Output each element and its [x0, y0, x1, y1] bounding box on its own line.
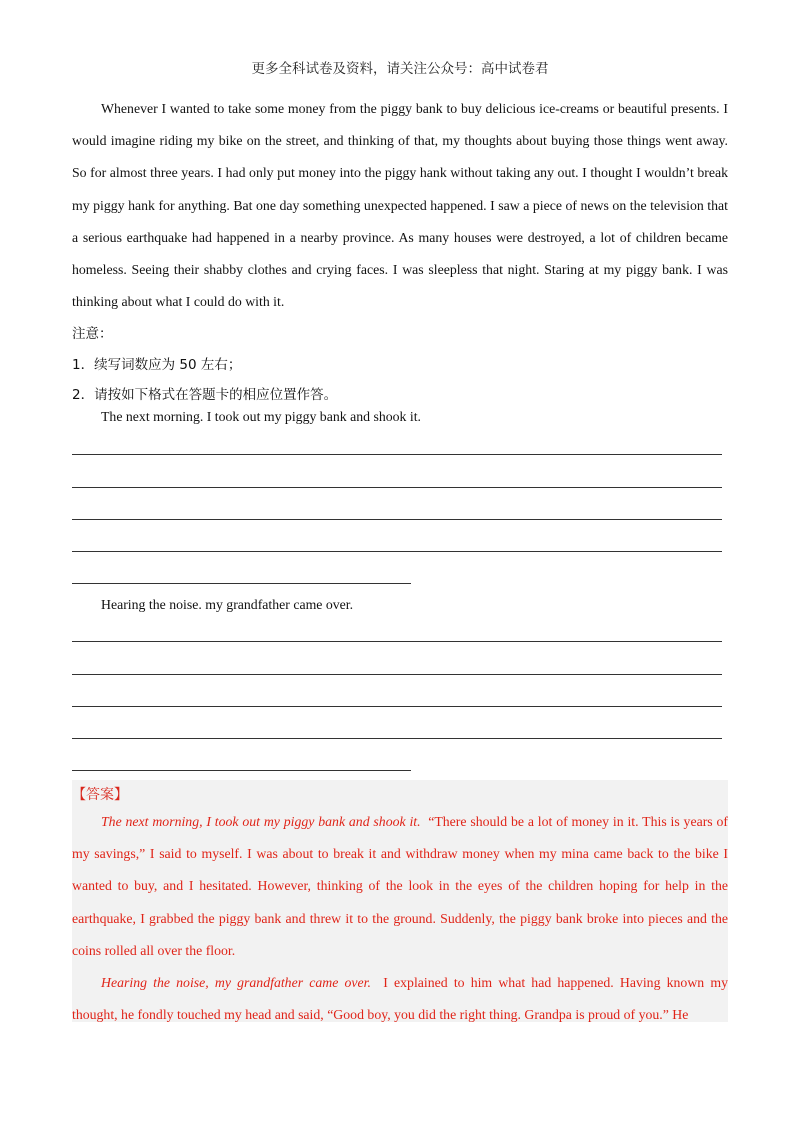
answer-lead-1: The next morning, I took out my piggy bank and shook it.	[101, 814, 421, 829]
continuation-prompt-1: The next morning. I took out my piggy bank and shook it.	[101, 409, 421, 424]
passage-paragraph: Whenever I wanted to take some money from the piggy bank to buy delicious ice-creams or beautiful presents. I would imagine riding my bike on the street, and thinking of that, my thoughts about buying those things went away. So for almost three years. I had only put money into the piggy hank without taking any out. I thought I wouldn’t break my piggy hank for anything. Bat one day something unexpected happened. I saw a piece of news on the television that a serious earthquake had happened in a nearby province. As many houses were destroyed, a lot of children became homeless. Seeing their shabby clothes and crying faces. I was sleepless that night. Staring at my piggy bank. I was thinking about what I could do with it.	[72, 101, 728, 310]
answer-tag: 【答案】	[72, 787, 128, 803]
continuation-prompt-2: Hearing the noise. my grandfather came over.	[101, 597, 354, 612]
answer-line-short	[72, 583, 411, 584]
answer-line	[72, 738, 722, 739]
answer-line	[72, 641, 722, 642]
notes-item-2: 2．请按如下格式在答题卡的相应位置作答。	[72, 387, 338, 403]
answer-line	[72, 706, 722, 707]
reading-passage	[72, 93, 728, 318]
answer-paragraph-1	[72, 806, 728, 967]
notes-item-1: 1．续写词数应为 50 左右；	[72, 357, 242, 373]
answer-lead-2: Hearing the noise, my grandfather came over.	[101, 975, 371, 991]
answer-line	[72, 519, 722, 520]
answer-line	[72, 487, 722, 488]
answer-line	[72, 454, 722, 455]
answer-body-1: “There should be a lot of money in it. This is years of my savings,” I said to myself. I was about to break it and withdraw money when my mina came back to the bike I wanted to buy, and I hesitated. However, thinking of the look in the eyes of the children hoping for help in the earthquake, I grabbed the piggy bank and threw it to the ground. Suddenly, the piggy bank broke into pieces and the coins rolled all over the floor.	[72, 814, 728, 958]
answer-paragraph-2	[72, 967, 728, 1031]
answer-line	[72, 674, 722, 675]
answer-line	[72, 551, 722, 552]
notes-title: 注意：	[72, 326, 113, 342]
page-header: 更多全科试卷及资料，请关注公众号：高中试卷君	[251, 61, 549, 77]
answer-line-short	[72, 770, 411, 771]
answer-text	[72, 806, 728, 1031]
answer-body-2: I explained to him what had happened. Having known my thought, he fondly touched my head and said, “Good boy, you did the right thing. Grandpa is proud of you.” He	[72, 975, 728, 1023]
